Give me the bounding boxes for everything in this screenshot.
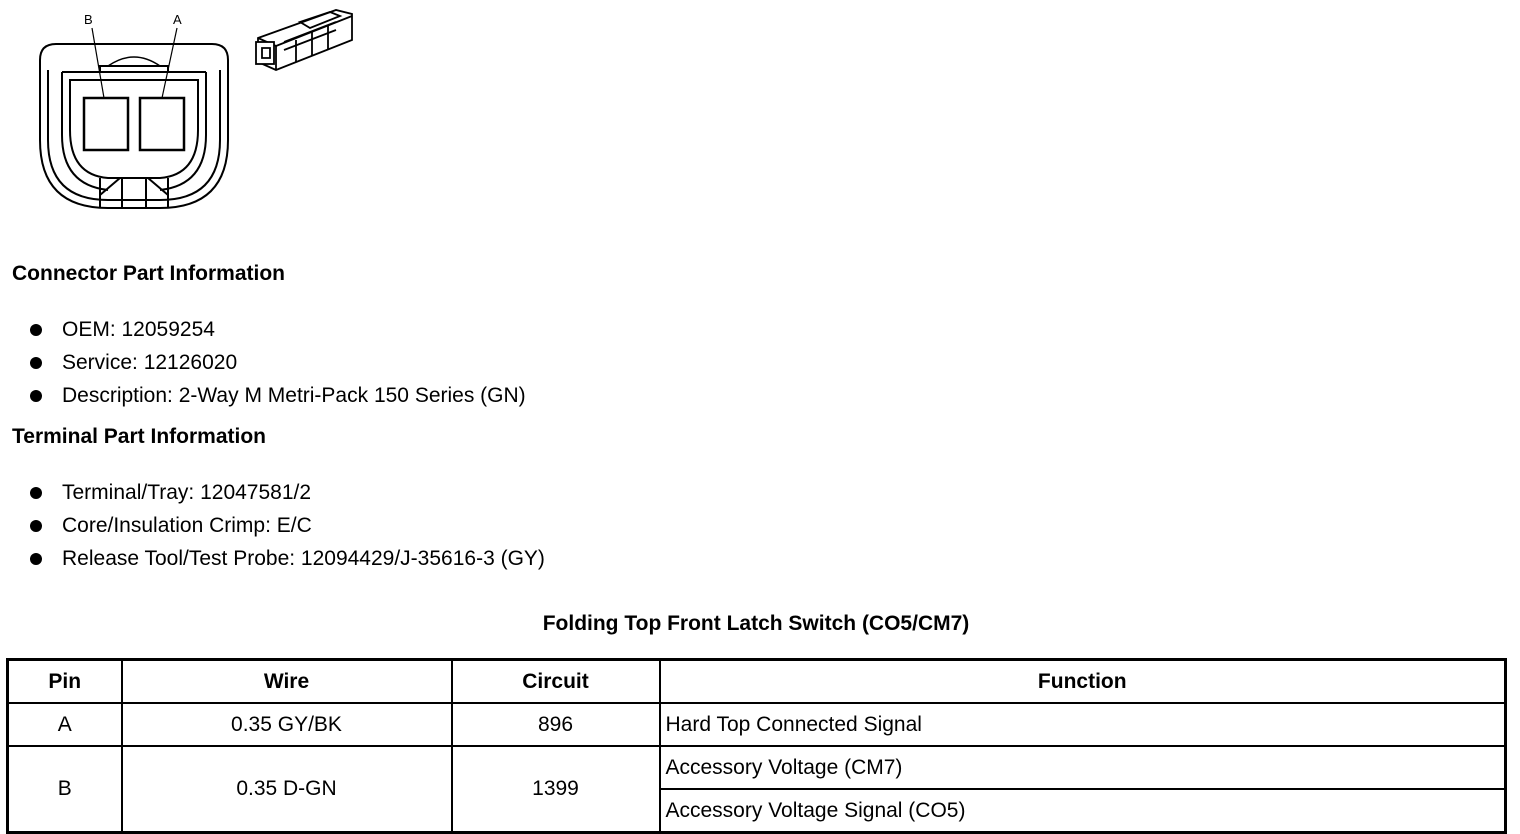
list-item: Terminal/Tray: 12047581/2 (30, 476, 545, 509)
column-header-circuit: Circuit (452, 660, 660, 704)
list-item: Release Tool/Test Probe: 12094429/J-35616-3 (GY) (30, 542, 545, 575)
list-item: Core/Insulation Crimp: E/C (30, 509, 545, 542)
bullet-icon (30, 324, 42, 336)
column-header-pin: Pin (8, 660, 122, 704)
cavity-a (140, 98, 184, 150)
column-header-function: Function (660, 660, 1506, 704)
function-cell: Accessory Voltage Signal (CO5) (660, 789, 1506, 833)
wire-cell: 0.35 D-GN (122, 746, 452, 833)
table-header-row (8, 660, 1506, 704)
connector-info-list (30, 313, 526, 412)
function-cell: Accessory Voltage (CM7) (660, 746, 1506, 789)
function-cell: Hard Top Connected Signal (660, 703, 1506, 746)
list-item: Description: 2-Way M Metri-Pack 150 Series (GN) (30, 379, 526, 412)
column-header-wire: Wire (122, 660, 452, 704)
connector-info-heading: Connector Part Information (12, 262, 286, 285)
table-row (8, 746, 1506, 789)
circuit-cell: 896 (452, 703, 660, 746)
bullet-icon (30, 553, 42, 565)
table-title: Folding Top Front Latch Switch (CO5/CM7) (542, 612, 970, 635)
housing-outline (40, 44, 228, 208)
pin-label-b: B (84, 12, 93, 27)
terminal-info-heading: Terminal Part Information (12, 425, 266, 448)
cavity-b (84, 98, 128, 150)
bullet-icon (30, 390, 42, 402)
circuit-cell: 1399 (452, 746, 660, 833)
connector-illustration (256, 10, 352, 70)
bullet-icon (30, 520, 42, 532)
list-item: OEM: 12059254 (30, 313, 526, 346)
wire-cell: 0.35 GY/BK (122, 703, 452, 746)
list-item: Service: 12126020 (30, 346, 526, 379)
pin-label-a: A (173, 12, 182, 27)
bullet-icon (30, 487, 42, 499)
pinout-table (6, 658, 1507, 834)
connector-face-drawing (0, 0, 380, 230)
table-row (8, 703, 1506, 746)
connector-diagram (0, 0, 380, 230)
terminal-info-list (30, 476, 545, 575)
pin-cell: A (8, 703, 122, 746)
housing-inner-outline (48, 70, 220, 200)
pin-cell: B (8, 746, 122, 833)
bullet-icon (30, 357, 42, 369)
